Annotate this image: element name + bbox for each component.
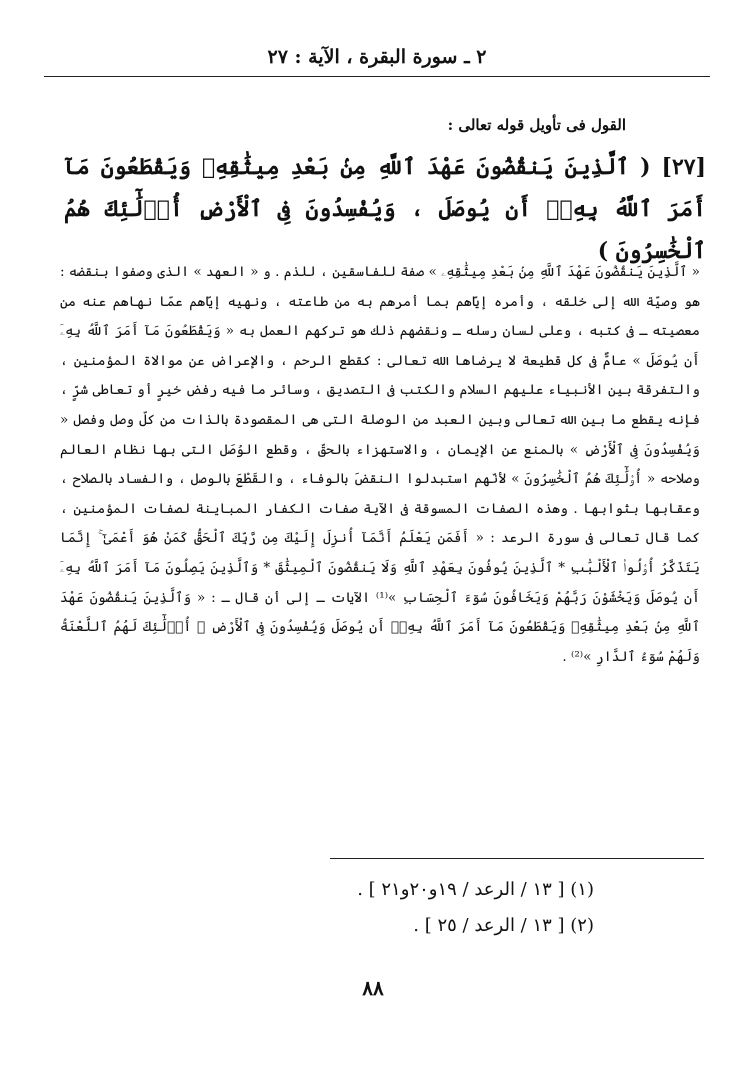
commentary-paragraph: « ٱلَّذِينَ يَنقُضُونَ عَهْدَ ٱللَّهِ مِنۢ بَعْدِ مِيثَٰقِهِۦ » صفة للفاسقين ، للذم . و « العهد » الذى وصفوا بنقضه : هو وصيّة الله إلى خلقه ، وأمره إيّاهم بما أمرهم به من طاعته ، ونهيه إيّاهم عمّا نهاهم عنه من معصيته ـ فى كتبه ، وعلى لسان رسله ـ ونقضهم ذلك هو تركهم العمل به « وَيَقْطَعُونَ مَآ أَمَرَ ٱللَّهُ بِهِۦٓ أَن يُوصَلَ » عامٌّ فى كل قطيعة لا يرضاها الله تعالى : كقطع الرحم ، والإعراض عن موالاة المؤمنين ، والتفرقة بين الأنبياء عليهم السلام والكتب فى التصديق ، وسائر ما فيه رفض خيرٍ أو تعاطى شرٍّ ، فإنه يقطع ما بين الله تعالى وبين العبد من الوصلة التى هى المقصودة بالذات من كلّ وصل وفصل « وَيُفْسِدُونَ فِى ٱلْأَرْضِ » بالمنع عن الإيمان ، والاستهزاء بالحقّ ، وقطع الوُصَل التى بها نظام العالم وصلاحه « أُو۟لَٰٓئِكَ هُمُ ٱلْخَٰسِرُونَ » لأنّهم استبدلوا النقضَ بالوفاء ، والقَطْعَ بالوصل ، والفساد بالصلاح ، وعقابها بثوابها . وهذه الصفات المسوقة فى الآية صفات الكفار المباينة لصفات المؤمنين ، كما قال تعالى فى سورة الرعد : « أَفَمَن يَعْلَمُ أَنَّمَآ أُنزِلَ إِلَيْكَ مِن رَّبِّكَ ٱلْحَقُّ كَمَنْ هُوَ أَعْمَىٰٓ ۚ إِنَّمَا يَتَذَكَّرُ أُو۟لُوا۟ ٱلْأَلْبَٰبِ * ٱلَّذِينَ يُوفُونَ بِعَهْدِ ٱللَّهِ وَلَا يَنقُضُونَ ٱلْمِيثَٰقَ * وَٱلَّذِينَ يَصِلُونَ مَآ أَمَرَ ٱللَّهُ بِهِۦٓ أَن يُوصَلَ وَيَخْشَوْنَ رَبَّهُمْ وَيَخَافُونَ سُوٓءَ ٱلْحِسَابِ »⁽¹⁾ الآيات ـ إلى أن قال ـ : « وَٱلَّذِينَ يَنقُضُونَ عَهْدَ ٱللَّهِ مِنۢ بَعْدِ مِيثَٰقِهِۦ وَيَقْطَعُونَ مَآ أَمَرَ ٱللَّهُ بِهِۦٓ أَن يُوصَلَ وَيُفْسِدُونَ فِى ٱلْأَرْضِ ۙ أُو۟لَٰٓئِكَ لَهُمُ ٱللَّعْنَةُ وَلَهُمْ سُوٓءُ ٱلدَّارِ »⁽²⁾ . <box>60 264 700 665</box>
quran-verse <box>64 146 706 272</box>
footnote-1: (١) [ ١٣ / الرعد / ١٩و٢٠و٢١ ] . <box>357 879 594 900</box>
commentary-body <box>60 258 700 672</box>
verse-text: ( ٱلَّذِينَ يَنقُضُونَ عَهْدَ ٱللَّهِ مِنۢ بَعْدِ مِيثَٰقِهِۦ وَيَقْطَعُونَ مَآ أَمَرَ ٱللَّهُ بِهِۦٓ أَن يُوصَلَ ، وَيُفْسِدُونَ فِى ٱلْأَرْضِ أُو۟لَٰٓئِكَ هُمُ ٱلْخَٰسِرُونَ ) <box>64 154 706 264</box>
footnotes <box>234 872 594 944</box>
verse-number: [٢٧] <box>661 154 706 180</box>
page-number: ٨٨ <box>362 976 384 1000</box>
section-heading: القول فى تأويل قوله تعالى : <box>447 116 626 134</box>
header-divider <box>44 76 710 77</box>
footnote-divider <box>330 858 704 859</box>
running-head: ٢ ـ سورة البقرة ، الآية : ٢٧ <box>267 46 487 68</box>
footnote-2: (٢) [ ١٣ / الرعد / ٢٥ ] . <box>413 915 594 936</box>
